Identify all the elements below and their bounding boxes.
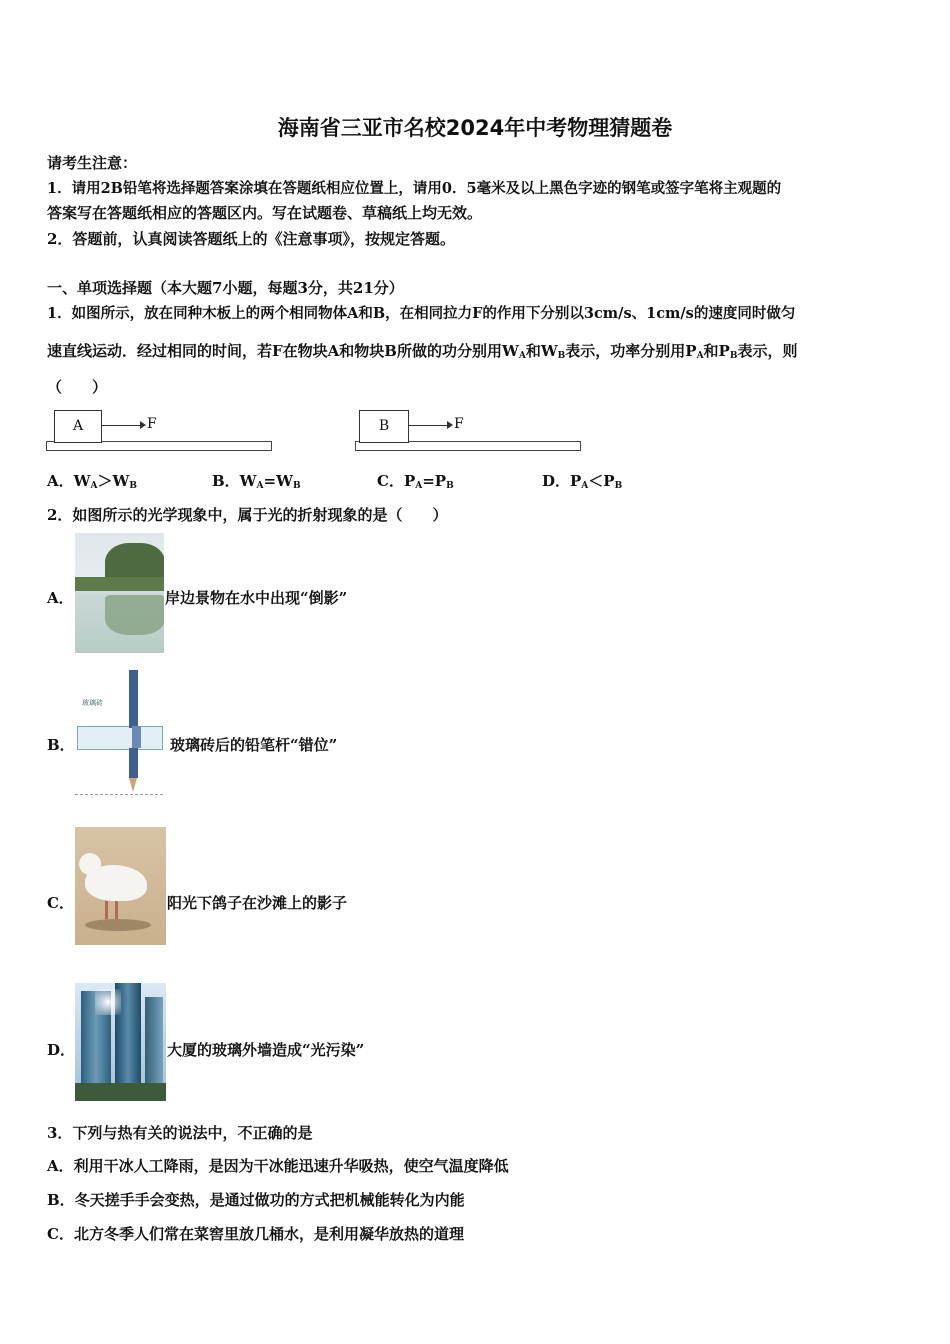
opt-text: =W <box>263 472 293 490</box>
opt-text: C．P <box>377 472 416 490</box>
opt-text: D．P <box>542 472 582 490</box>
q1-stem-line-1: 1．如图所示，放在同种木板上的两个相同物体A和B，在相同拉力F的作用下分别以3cm/s、1cm/s的速度同时做匀 <box>47 305 796 322</box>
q1-option-d[interactable] <box>542 470 622 491</box>
glass-brick-label: 玻璃砖 <box>82 699 103 707</box>
force-line-a <box>102 425 144 426</box>
q2-option-c-text: 阳光下鸽子在沙滩上的影子 <box>167 894 348 912</box>
q3-option-b[interactable]: B．冬天搓手手会变热，是通过做功的方式把机械能转化为内能 <box>47 1191 465 1209</box>
q1-option-b[interactable] <box>212 470 301 491</box>
baseline <box>75 794 163 795</box>
opt-text: =P <box>422 472 447 490</box>
pigeon-leg <box>105 901 108 919</box>
pencil-shifted <box>132 726 141 748</box>
pencil-upper <box>129 670 138 728</box>
pencil-lower <box>129 748 138 778</box>
opt-text: ＜P <box>588 472 615 490</box>
q1-stem-part: 和W <box>525 342 558 360</box>
shore <box>75 577 164 591</box>
q2-stem: 2．如图所示的光学现象中，属于光的折射现象的是（ ） <box>47 506 448 524</box>
pigeon-leg <box>115 901 118 919</box>
trees-base <box>75 1083 166 1101</box>
q1-sub: A <box>518 351 526 361</box>
q2-option-d-label[interactable]: D． <box>47 1041 76 1059</box>
pigeon-head <box>79 853 101 875</box>
q2-option-a-label[interactable]: A． <box>47 589 74 607</box>
q1-figure-a <box>46 408 272 454</box>
q3-option-c[interactable]: C．北方冬季人们常在菜窖里放几桶水，是利用凝华放热的道理 <box>47 1225 464 1243</box>
opt-sub: A <box>581 481 589 491</box>
q1-stem-part: 速直线运动．经过相同的时间，若F在物块A和物块B所做的功分别用W <box>47 342 519 360</box>
q1-sub: B <box>557 351 566 361</box>
q2-option-b-label[interactable]: B． <box>47 736 75 754</box>
opt-text: B．W <box>212 472 257 490</box>
opt-sub: B <box>446 481 454 491</box>
glass-brick <box>77 726 163 750</box>
opt-sub: A <box>415 481 423 491</box>
q2-b-image <box>75 668 167 796</box>
q2-option-c-label[interactable]: C． <box>47 894 74 912</box>
q1-sub: B <box>729 351 738 361</box>
page-title: 海南省三亚市名校2024年中考物理猜题卷 <box>277 116 673 140</box>
q2-option-d-text: 大厦的玻璃外墙造成“光污染” <box>167 1041 365 1059</box>
q1-stem-part: 表示，则 <box>737 342 798 360</box>
q1-stem-line-2 <box>47 340 797 361</box>
force-label-a: F <box>147 416 157 432</box>
pencil-tip <box>129 778 137 792</box>
q1-stem-part: 表示，功率分别用P <box>565 342 697 360</box>
q2-c-image <box>75 827 166 945</box>
q1-figure-b <box>355 408 581 454</box>
q1-stem-part: 和P <box>703 342 730 360</box>
q1-answer-paren: （ ） <box>47 378 108 396</box>
q2-a-image <box>75 533 164 653</box>
notice-line-2: 2．答题前，认真阅读答题纸上的《注意事项》，按规定答题。 <box>47 230 455 248</box>
q2-option-a-text: 岸边景物在水中出现“倒影” <box>165 589 348 607</box>
arrow-icon <box>447 421 453 429</box>
q3-stem: 3．下列与热有关的说法中，不正确的是 <box>47 1124 313 1142</box>
notice-heading: 请考生注意： <box>47 154 138 172</box>
q1-option-a[interactable] <box>47 470 137 491</box>
opt-sub: B <box>292 481 301 491</box>
opt-sub: A <box>90 481 98 491</box>
reflection <box>105 595 164 635</box>
pigeon-shadow <box>85 919 151 931</box>
block-b: B <box>359 410 409 443</box>
opt-text: ＞W <box>97 472 130 490</box>
opt-sub: B <box>129 481 137 491</box>
opt-text: A．W <box>47 472 91 490</box>
block-a: A <box>54 410 102 443</box>
section-heading: 一、单项选择题（本大题7小题，每题3分，共21分） <box>47 279 404 297</box>
sun-glare <box>95 989 121 1015</box>
q2-d-image <box>75 983 166 1101</box>
force-label-b: F <box>454 416 464 432</box>
q2-option-b-text: 玻璃砖后的铅笔杆“错位” <box>170 736 338 754</box>
force-line-b <box>409 425 451 426</box>
q1-sub: A <box>696 351 704 361</box>
notice-line-1b: 答案写在答题纸相应的答题区内。写在试题卷、草稿纸上均无效。 <box>47 204 483 222</box>
opt-sub: A <box>256 481 264 491</box>
arrow-icon <box>140 421 146 429</box>
q3-option-a[interactable]: A．利用干冰人工降雨，是因为干冰能迅速升华吸热，使空气温度降低 <box>47 1157 509 1175</box>
opt-sub: B <box>614 481 623 491</box>
q1-option-c[interactable] <box>377 470 454 491</box>
notice-line-1: 1．请用2B铅笔将选择题答案涂填在答题纸相应位置上，请用0．5毫米及以上黑色字迹的钢笔或签字笔将主观题的 <box>47 180 782 197</box>
